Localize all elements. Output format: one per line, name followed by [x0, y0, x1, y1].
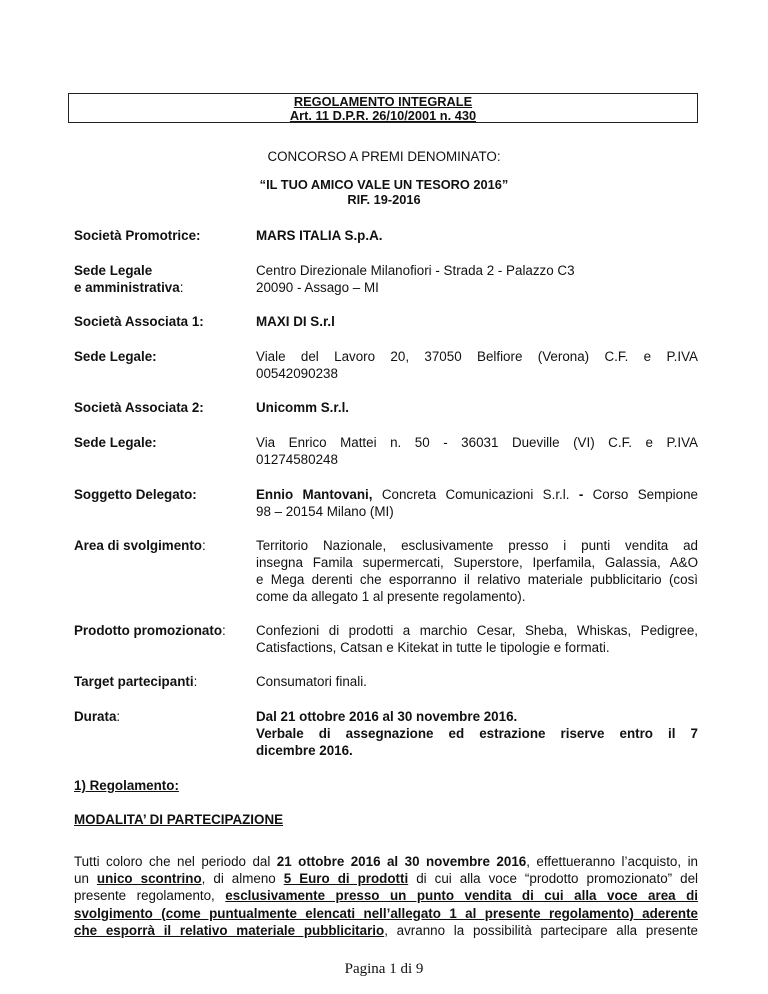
text-run-bold-underline: 5 Euro di prodotti	[283, 871, 409, 887]
field-label	[74, 708, 244, 725]
associata1-value: MAXI DI S.r.l	[256, 314, 335, 329]
promotrice-value: MARS ITALIA S.p.A.	[256, 228, 383, 243]
section-regolamento: 1) Regolamento:	[74, 778, 179, 793]
text-run: di cui alla voce “prodotto promozionato” del	[408, 871, 698, 887]
contest-name: “IL TUO AMICO VALE UN TESORO 2016”	[259, 177, 509, 192]
text-run: presente regolamento,	[74, 888, 226, 904]
text-run-bold-underline: esclusivamente presso un punto vendita di cui alla voce area di	[225, 888, 698, 904]
value-line: e Mega derenti che esporranno il relativo materiale pubblicitario (così	[256, 572, 698, 587]
value-line: Via Enrico Mattei n. 50 - 36031 Dueville (VI) C.F. e P.IVA	[256, 435, 698, 450]
value-line: Catisfactions, Catsan e Kitekat in tutte le tipologie e formati.	[256, 640, 610, 655]
body-line	[74, 922, 698, 939]
field-label: Sede Legale:	[74, 435, 157, 450]
value-line: Centro Direzionale Milanofiori - Strada 2 - Palazzo C3	[256, 263, 575, 278]
body-line	[74, 905, 698, 922]
label-text: Durata	[74, 709, 117, 724]
label-colon: :	[193, 674, 198, 689]
page-number: Pagina 1 di 9	[344, 961, 424, 977]
document-subtitle: Art. 11 D.P.R. 26/10/2001 n. 430	[289, 108, 477, 123]
field-label: Società Promotrice:	[74, 228, 201, 243]
field-value: Consumatori finali.	[256, 674, 367, 689]
field-value	[256, 622, 698, 656]
label-text: Prodotto promozionato	[74, 623, 223, 638]
text-run-bold-underline: svolgimento (come puntualmente elencati nell’allegato 1 al presente regolamento) aderente	[74, 905, 698, 921]
text-run: , effettueranno l’acquisto, in	[526, 854, 698, 869]
text-run-bold-underline: unico scontrino	[96, 871, 202, 887]
text-run: Tutti coloro che nel periodo dal	[74, 854, 277, 869]
body-paragraph	[74, 853, 698, 939]
field-label: Società Associata 1:	[74, 314, 204, 329]
value-line	[256, 486, 698, 503]
text-run: , avranno la possibilità partecipare alla presente	[384, 922, 698, 938]
field-value	[256, 486, 698, 520]
field-value	[256, 262, 698, 296]
field-value	[256, 399, 698, 416]
body-line	[74, 887, 698, 904]
field-label: Soggetto Delegato:	[74, 487, 197, 502]
text-run-bold-underline: che esporrà il relativo materiale pubblicitario	[74, 922, 385, 938]
contest-label: CONCORSO A PREMI DENOMINATO:	[267, 149, 501, 164]
field-value	[256, 227, 698, 244]
value-line: Viale del Lavoro 20, 37050 Belfiore (Verona) C.F. e P.IVA	[256, 349, 698, 364]
label-text: Target partecipanti	[74, 674, 194, 689]
field-label	[74, 537, 244, 554]
value-line: Verbale di assegnazione ed estrazione riserve entro il 7	[256, 726, 698, 741]
label-line: Sede Legale	[74, 263, 153, 278]
field-value	[256, 708, 698, 759]
value-line: Territorio Nazionale, esclusivamente presso i punti vendita ad	[256, 538, 698, 553]
field-value	[256, 434, 698, 468]
label-text: Area di svolgimento	[74, 538, 202, 553]
text-run: , di almeno	[201, 871, 284, 887]
field-value	[256, 348, 698, 382]
field-label: Società Associata 2:	[74, 400, 204, 415]
value-line: come da allegato 1 al presente regolamento).	[256, 589, 526, 604]
text-run: un	[74, 871, 97, 887]
field-label	[74, 262, 244, 296]
value-line: insegna Famila supermercati, Superstore, Iperfamila, Galassia, A&O	[256, 555, 698, 570]
value-line: 00542090238	[256, 366, 338, 381]
contest-ref: RIF. 19-2016	[347, 192, 421, 207]
label-colon: :	[179, 280, 184, 295]
field-value	[256, 313, 698, 330]
value-line: 20090 - Assago – MI	[256, 280, 379, 295]
delegato-dash: -	[578, 487, 584, 502]
label-colon: :	[222, 623, 226, 638]
field-value	[256, 537, 698, 605]
associata2-value: Unicomm S.r.l.	[256, 400, 350, 415]
title-box	[68, 93, 698, 123]
text-run-bold: 21 ottobre 2016 al 30 novembre 2016	[276, 854, 527, 869]
field-label	[74, 622, 244, 639]
label-line: e amministrativa	[74, 280, 180, 295]
value-line: Confezioni di prodotti a marchio Cesar, Sheba, Whiskas, Pedigree,	[256, 623, 698, 638]
section-modalita-partecipazione: MODALITA’ DI PARTECIPAZIONE	[74, 812, 284, 827]
delegato-company: Concreta Comunicazioni S.r.l.	[372, 487, 579, 502]
body-line	[74, 870, 698, 887]
value-line: Dal 21 ottobre 2016 al 30 novembre 2016.	[256, 709, 518, 724]
field-label: Sede Legale:	[74, 349, 157, 364]
body-line	[74, 853, 698, 870]
value-line: dicembre 2016.	[256, 743, 353, 758]
value-line: 98 – 20154 Milano (MI)	[256, 504, 394, 519]
document-title: REGOLAMENTO INTEGRALE	[293, 94, 473, 109]
value-line: 01274580248	[256, 452, 338, 467]
delegato-name: Ennio Mantovani,	[256, 487, 373, 502]
label-colon: :	[116, 709, 121, 724]
field-label	[74, 673, 244, 690]
delegato-address: Corso Sempione	[583, 487, 698, 502]
label-colon: :	[201, 538, 206, 553]
